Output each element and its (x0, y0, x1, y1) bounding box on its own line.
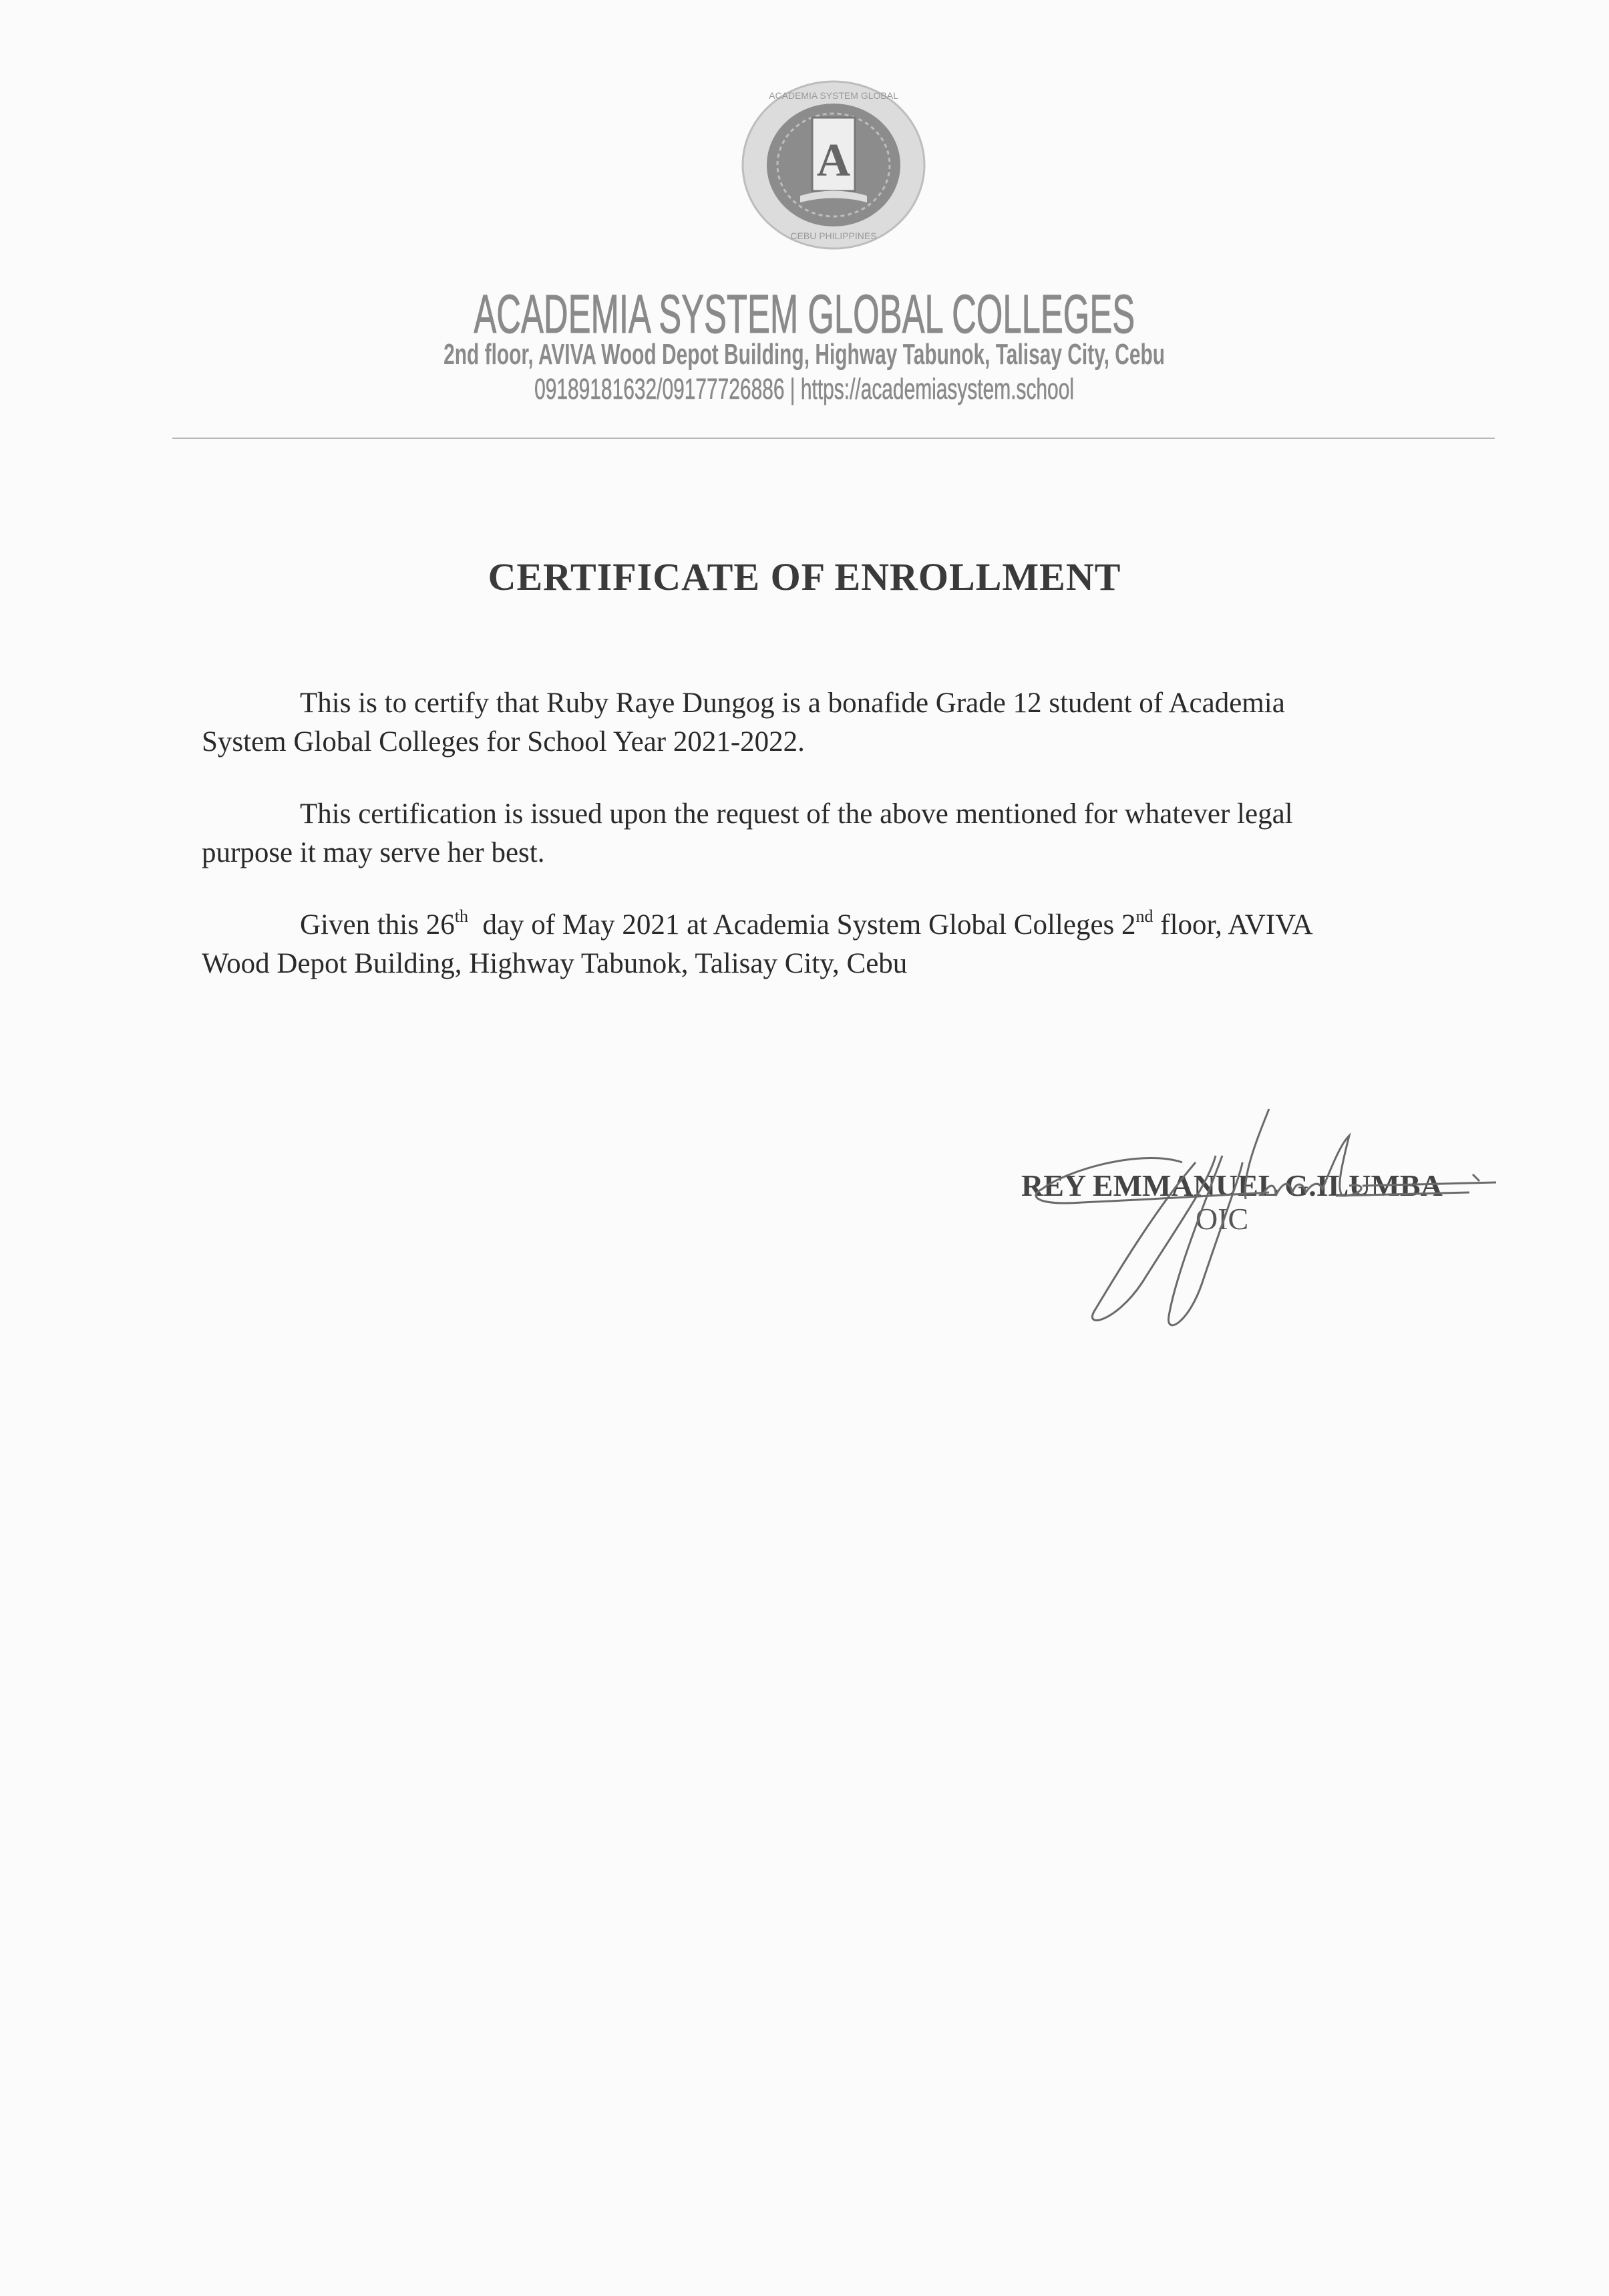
header-divider (172, 438, 1495, 439)
superscript: th (454, 907, 468, 926)
paragraph-line: purpose it may serve her best. (202, 837, 545, 868)
document-title: CERTIFICATE OF ENROLLMENT (488, 555, 1121, 599)
superscript: nd (1135, 907, 1153, 926)
institution-contact: 09189181632/09177726886 | https://academiasystem.school (534, 373, 1075, 405)
svg-text:CEBU PHILIPPINES: CEBU PHILIPPINES (790, 230, 877, 241)
signatory-role: OIC (1196, 1202, 1249, 1236)
institution-address: 2nd floor, AVIVA Wood Depot Building, Highway Tabunok, Talisay City, Cebu (443, 338, 1166, 371)
date-location-paragraph (202, 906, 1471, 983)
paragraph-line: This certification is issued upon the request of the above mentioned for whatever legal (300, 798, 1293, 830)
institution-name: ACADEMIA SYSTEM GLOBAL COLLEGES (474, 284, 1135, 345)
paragraph-line (202, 906, 1471, 945)
certification-paragraph (202, 684, 1471, 762)
text: floor, AVIVA (1153, 909, 1313, 941)
paragraph-line: This is to certify that Ruby Raye Dungog is a bonafide Grade 12 student of Academia (300, 687, 1285, 719)
svg-text:A: A (816, 135, 851, 186)
paragraph-line: System Global Colleges for School Year 2021-2022. (202, 726, 805, 758)
text: day of May 2021 at Academia System Global Colleges 2 (468, 909, 1136, 941)
svg-text:ACADEMIA SYSTEM GLOBAL: ACADEMIA SYSTEM GLOBAL (769, 90, 898, 101)
paragraph-line: Wood Depot Building, Highway Tabunok, Talisay City, Cebu (202, 948, 908, 979)
text: Given this 26 (300, 909, 455, 941)
handwritten-signature (989, 1062, 1496, 1329)
purpose-paragraph (202, 795, 1471, 872)
signatory-name: REY EMMANUEL G.ILUMBA (1021, 1168, 1443, 1202)
school-seal-logo (740, 79, 927, 251)
